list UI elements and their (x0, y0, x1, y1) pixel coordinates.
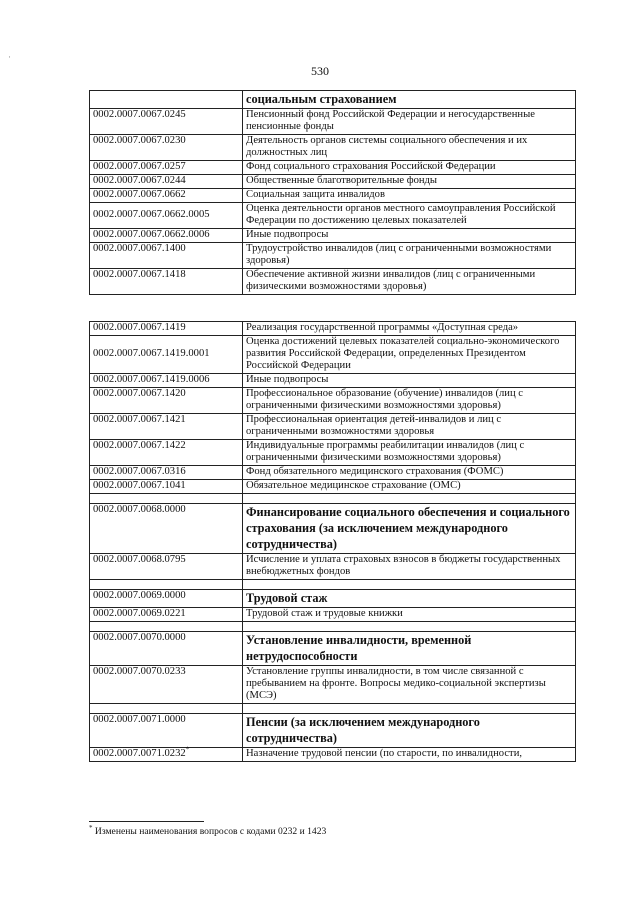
code-cell (90, 388, 243, 414)
code-cell (90, 203, 243, 229)
issue-name: Реализация государственной программы «Доступная среда» (243, 322, 576, 336)
code-text: 0002.0007.0067.1419.0006 (93, 374, 210, 385)
table-heading-row (90, 632, 576, 666)
table-heading-row (90, 590, 576, 608)
footnote (89, 823, 327, 837)
table-row (90, 480, 576, 494)
spacer-cell (243, 622, 576, 632)
code-cell (90, 336, 243, 374)
code-cell (90, 189, 243, 203)
section-title: Трудовой стаж (243, 590, 576, 608)
table-row (90, 748, 576, 762)
table-heading-row (90, 91, 576, 109)
classifier-table (89, 321, 576, 762)
table-row (90, 414, 576, 440)
table-row (90, 229, 576, 243)
footnote-text: Изменены наименования вопросов с кодами 0232 и 1423 (94, 826, 327, 837)
table-spacer-row (90, 622, 576, 632)
code-cell (90, 745, 243, 762)
issue-name: Исчисление и уплата страховых взносов в бюджеты государственных внебюджетных фондов (243, 554, 576, 580)
spacer-cell (90, 704, 243, 714)
spacer-cell (90, 494, 243, 504)
table-row (90, 440, 576, 466)
code-text: 0002.0007.0071.0232 (93, 748, 186, 759)
issue-name: Профессиональное образование (обучение) инвалидов (лиц с ограниченными физическими возможностями здоровья) (243, 388, 576, 414)
table-row (90, 243, 576, 269)
issue-name: Фонд социального страхования Российской Федерации (243, 161, 576, 175)
code-text: 0002.0007.0067.1420 (93, 388, 186, 399)
code-cell (90, 440, 243, 466)
code-text: 0002.0007.0067.1418 (93, 269, 186, 280)
table-row (90, 336, 576, 374)
table-row (90, 374, 576, 388)
issue-name: Оценка деятельности органов местного самоуправления Российской Федерации по достижению целевых показателей (243, 203, 576, 229)
section-title: Пенсии (за исключением международного сотрудничества) (243, 714, 576, 748)
issue-name: Деятельность органов системы социального обеспечения и их должностных лиц (243, 135, 576, 161)
code-text: 0002.0007.0070.0000 (93, 632, 186, 643)
table-row (90, 161, 576, 175)
code-text: 0002.0007.0070.0233 (93, 666, 186, 677)
spacer-cell (90, 580, 243, 590)
footnote-mark: * (89, 823, 93, 832)
code-text: 0002.0007.0067.1041 (93, 480, 186, 491)
issue-name: Профессиональная ориентация детей-инвалидов и лиц с ограниченными возможностями здоровья (243, 414, 576, 440)
table-row (90, 109, 576, 135)
spacer-cell (243, 580, 576, 590)
code-cell (90, 554, 243, 580)
code-cell (90, 269, 243, 295)
code-text: 0002.0007.0067.1400 (93, 243, 186, 254)
code-text: 0002.0007.0067.0244 (93, 175, 186, 186)
footnote-reference: * (185, 745, 190, 754)
section-title: Финансирование социального обеспечения и социального страхования (за исключением международного сотрудничества) (243, 504, 576, 554)
code-cell (90, 161, 243, 175)
code-text: 0002.0007.0069.0221 (93, 608, 186, 619)
code-text: 0002.0007.0067.0230 (93, 135, 186, 146)
code-text: 0002.0007.0067.0662.0005 (93, 209, 210, 220)
code-cell (90, 714, 243, 748)
code-cell (90, 229, 243, 243)
code-cell (90, 322, 243, 336)
code-text: 0002.0007.0068.0795 (93, 554, 186, 565)
table-row (90, 666, 576, 704)
code-cell (90, 504, 243, 554)
issue-name: Иные подвопросы (243, 229, 576, 243)
code-text: 0002.0007.0069.0000 (93, 590, 186, 601)
code-text: 0002.0007.0067.1419.0001 (93, 348, 210, 359)
code-cell (90, 666, 243, 704)
code-cell (90, 91, 243, 109)
code-cell (90, 632, 243, 666)
code-text: 0002.0007.0067.0662.0006 (93, 229, 210, 240)
table-row (90, 135, 576, 161)
issue-name: Обеспечение активной жизни инвалидов (лиц с ограниченными физическими возможностями здоровья) (243, 269, 576, 295)
code-text: 0002.0007.0067.1419 (93, 322, 186, 333)
code-cell (90, 480, 243, 494)
table-heading-row (90, 714, 576, 748)
issue-name: Установление группы инвалидности, в том числе связанной с пребыванием на фронте. Вопросы медико-социальной экспертизы (МСЭ) (243, 666, 576, 704)
table-row (90, 189, 576, 203)
table-row (90, 322, 576, 336)
issue-name: Общественные благотворительные фонды (243, 175, 576, 189)
margin-mark: · (8, 52, 11, 62)
code-text: 0002.0007.0071.0000 (93, 714, 186, 725)
issue-name: Назначение трудовой пенсии (по старости, по инвалидности, (243, 748, 576, 762)
issue-name: Пенсионный фонд Российской Федерации и негосударственные пенсионные фонды (243, 109, 576, 135)
spacer-cell (243, 494, 576, 504)
code-cell (90, 175, 243, 189)
table-row (90, 175, 576, 189)
table-row (90, 269, 576, 295)
code-text: 0002.0007.0067.0316 (93, 466, 186, 477)
code-text: 0002.0007.0067.1422 (93, 440, 186, 451)
code-text: 0002.0007.0067.1421 (93, 414, 186, 425)
section-title: Установление инвалидности, временной нетрудоспособности (243, 632, 576, 666)
table-row (90, 554, 576, 580)
table-spacer-row (90, 494, 576, 504)
issue-name: Оценка достижений целевых показателей социально-экономического развития Российской Федерации, определенных Президентом Российской Федерации (243, 336, 576, 374)
code-text: 0002.0007.0067.0257 (93, 161, 186, 172)
page-number: 530 (311, 64, 329, 78)
code-text: 0002.0007.0068.0000 (93, 504, 186, 515)
code-cell (90, 590, 243, 608)
code-cell (90, 608, 243, 622)
issue-name: Иные подвопросы (243, 374, 576, 388)
code-cell (90, 109, 243, 135)
classifier-table-continuation (89, 90, 576, 295)
issue-name: Трудовой стаж и трудовые книжки (243, 608, 576, 622)
table-heading-row (90, 504, 576, 554)
table-spacer-row (90, 704, 576, 714)
table-row (90, 388, 576, 414)
issue-name: Фонд обязательного медицинского страхования (ФОМС) (243, 466, 576, 480)
spacer-cell (243, 704, 576, 714)
code-text: 0002.0007.0067.0245 (93, 109, 186, 120)
code-text: 0002.0007.0067.0662 (93, 189, 186, 200)
code-cell (90, 466, 243, 480)
table-row (90, 466, 576, 480)
code-cell (90, 135, 243, 161)
footnote-divider (89, 821, 204, 822)
section-title: социальным страхованием (243, 91, 576, 109)
spacer-cell (90, 622, 243, 632)
table-row (90, 608, 576, 622)
code-cell (90, 374, 243, 388)
issue-name: Индивидуальные программы реабилитации инвалидов (лиц с ограниченными физическими возможностями здоровья) (243, 440, 576, 466)
issue-name: Социальная защита инвалидов (243, 189, 576, 203)
table-row (90, 203, 576, 229)
issue-name: Трудоустройство инвалидов (лиц с ограниченными возможностями здоровья) (243, 243, 576, 269)
table-spacer-row (90, 580, 576, 590)
code-cell (90, 243, 243, 269)
issue-name: Обязательное медицинское страхование (ОМС) (243, 480, 576, 494)
code-cell (90, 414, 243, 440)
